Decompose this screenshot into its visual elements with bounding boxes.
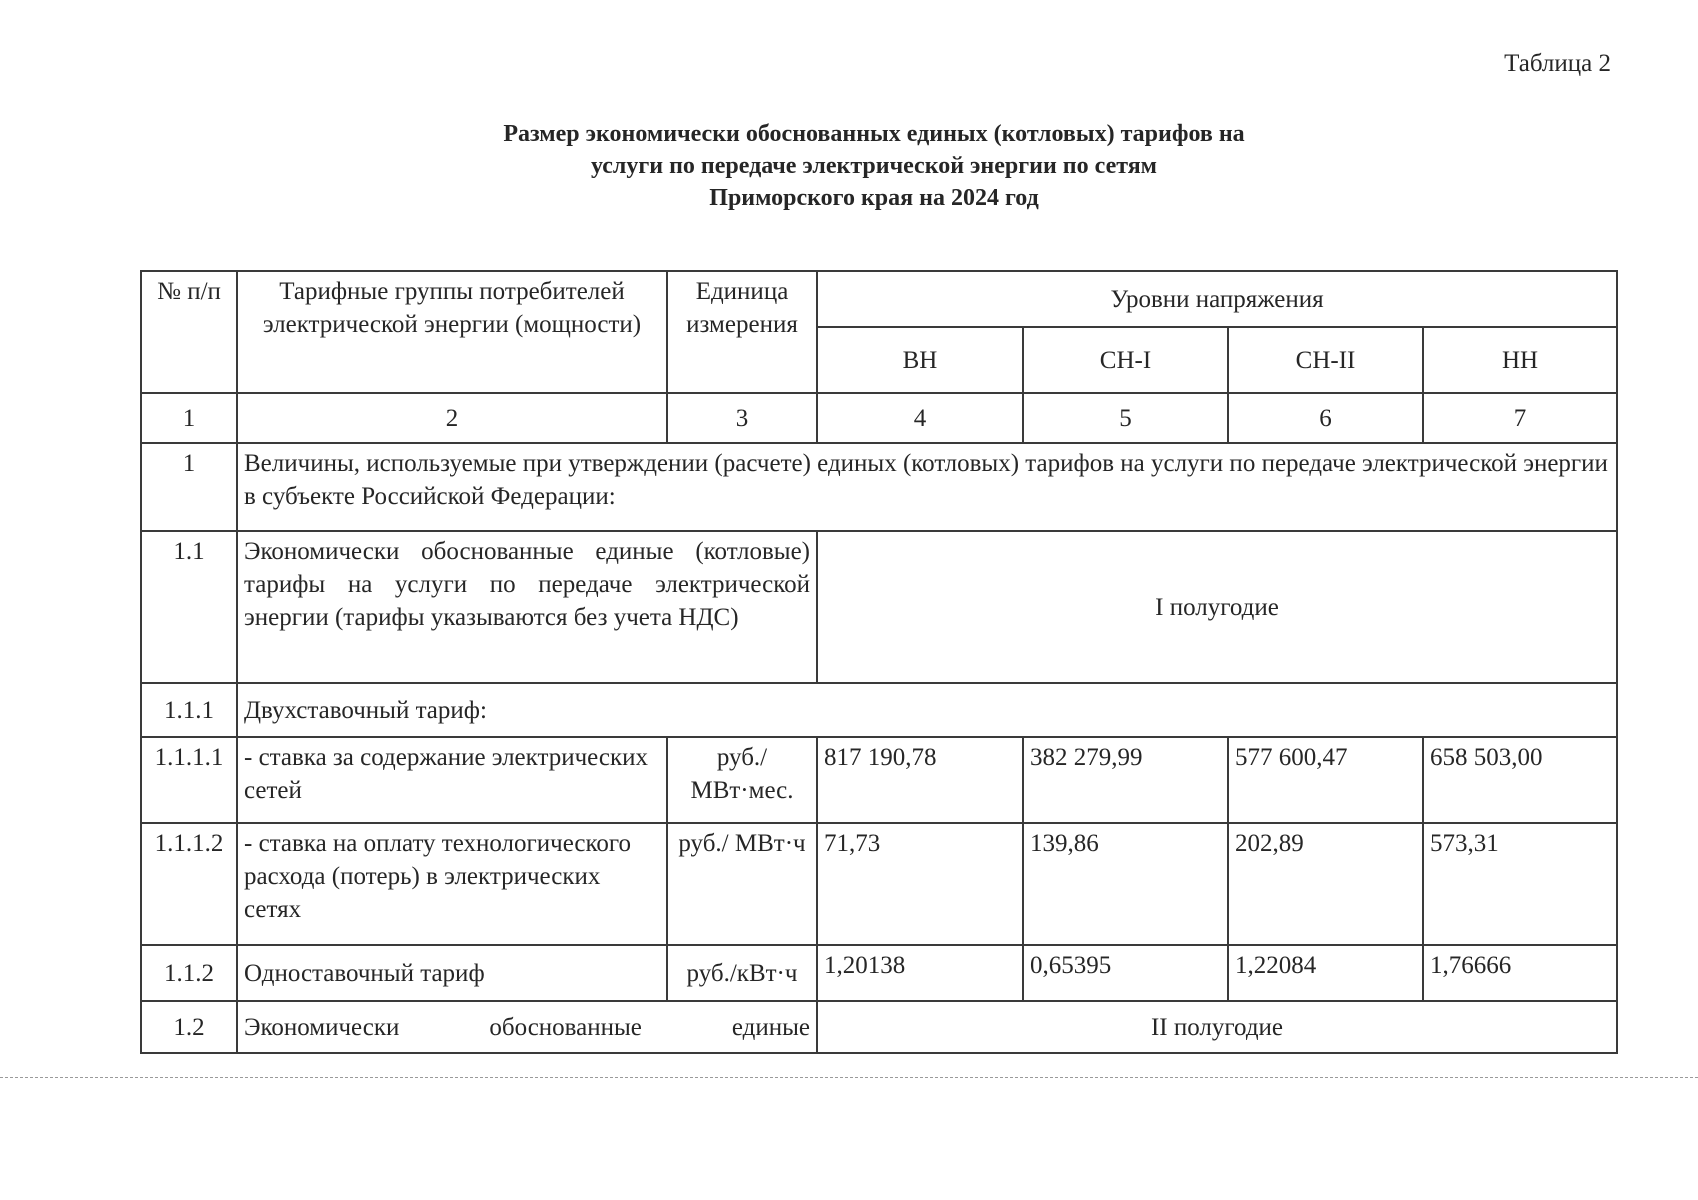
title-line-2: услуги по передаче электрической энергии по сетям (590, 153, 1158, 179)
value-vn: 71,73 (817, 823, 1023, 945)
title-line-1: Размер экономически обоснованных единых (котловых) тарифов на (503, 121, 1245, 147)
col-number: 2 (237, 393, 667, 443)
unit-cell: руб./ МВт·ч (667, 823, 817, 945)
row-number: 1.1.1.1 (141, 737, 237, 823)
title-line-3: Приморского края на 2024 год (709, 185, 1039, 211)
value-vn: 817 190,78 (817, 737, 1023, 823)
header-row (141, 271, 1617, 327)
header-unit: Единица измерения (667, 271, 817, 393)
col-number: 6 (1228, 393, 1423, 443)
row-1-1 (141, 531, 1617, 683)
tariff-table (140, 270, 1618, 1054)
row-number: 1 (141, 443, 237, 531)
row-1-2 (141, 1001, 1617, 1053)
tariff-group-text: Одноставочный тариф (237, 945, 667, 1001)
row-1-1-2 (141, 945, 1617, 1001)
value-nn: 658 503,00 (1423, 737, 1617, 823)
value-sn1: 382 279,99 (1023, 737, 1228, 823)
row-1-1-1-1 (141, 737, 1617, 823)
col-number: 1 (141, 393, 237, 443)
col-number: 4 (817, 393, 1023, 443)
value-sn2: 202,89 (1228, 823, 1423, 945)
value-sn2: 577 600,47 (1228, 737, 1423, 823)
section-1-row (141, 443, 1617, 531)
table-label: Таблица 2 (1504, 50, 1611, 77)
value-sn1: 0,65395 (1023, 945, 1228, 1001)
row-1-2-text: Экономически обоснованные единые (237, 1001, 817, 1053)
header-nn: НН (1423, 327, 1617, 393)
row-number: 1.2 (141, 1001, 237, 1053)
document-title (0, 118, 1698, 214)
value-nn: 1,76666 (1423, 945, 1617, 1001)
col-number: 5 (1023, 393, 1228, 443)
tariff-group-text: - ставка за содержание электрических сетей (237, 737, 667, 823)
row-number: 1.1.1 (141, 683, 237, 737)
row-1-1-1-2 (141, 823, 1617, 945)
header-voltage-levels: Уровни напряжения (817, 271, 1617, 327)
header-sn1: СН-I (1023, 327, 1228, 393)
tariff-group-text: - ставка на оплату технологического расхода (потерь) в электрических сетях (237, 823, 667, 945)
row-number: 1.1 (141, 531, 237, 683)
value-sn2: 1,22084 (1228, 945, 1423, 1001)
value-vn: 1,20138 (817, 945, 1023, 1001)
section-1-text: Величины, используемые при утверждении (расчете) единых (котловых) тарифов на услуги по передаче электрической энергии в субъекте Российской Федерации: (237, 443, 1617, 531)
value-nn: 573,31 (1423, 823, 1617, 945)
period-label: II полугодие (817, 1001, 1617, 1053)
unit-cell: руб./кВт·ч (667, 945, 817, 1001)
header-vn: ВН (817, 327, 1023, 393)
row-number: 1.1.1.2 (141, 823, 237, 945)
header-num: № п/п (141, 271, 237, 393)
header-sn2: СН-II (1228, 327, 1423, 393)
col-number: 3 (667, 393, 817, 443)
page-cut-line (0, 1077, 1698, 1078)
row-1-1-1-text: Двухставочный тариф: (237, 683, 1617, 737)
column-numbers-row (141, 393, 1617, 443)
row-1-1-text: Экономически обоснованные единые (котловые) тарифы на услуги по передаче электрической энергии (тарифы указываются без учета НДС) (237, 531, 817, 683)
row-1-1-1 (141, 683, 1617, 737)
header-groups: Тарифные группы потребителей электрической энергии (мощности) (237, 271, 667, 393)
value-sn1: 139,86 (1023, 823, 1228, 945)
row-number: 1.1.2 (141, 945, 237, 1001)
unit-cell: руб./ МВт·мес. (667, 737, 817, 823)
period-label: I полугодие (817, 531, 1617, 683)
col-number: 7 (1423, 393, 1617, 443)
